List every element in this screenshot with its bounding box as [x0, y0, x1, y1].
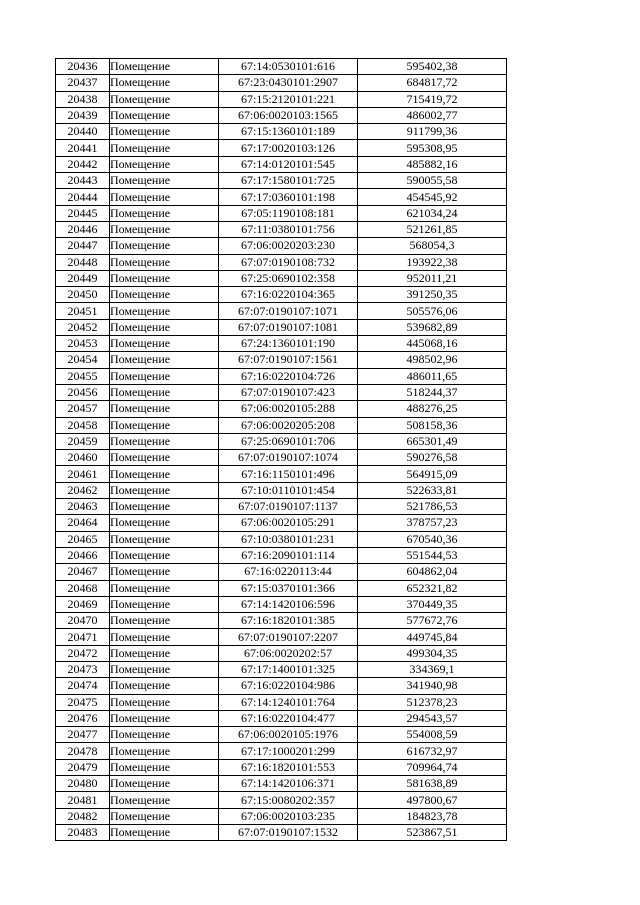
cadastral-number-cell: 67:11:0380101:756: [219, 221, 358, 237]
cadastral-value-cell: 391250,35: [358, 287, 507, 303]
object-type-cell: Помещение: [110, 352, 219, 368]
table-row: [56, 433, 507, 449]
cadastral-number-cell: 67:10:0380101:231: [219, 531, 358, 547]
cadastral-number-cell: 67:16:0220104:986: [219, 678, 358, 694]
cadastral-value-cell: 621034,24: [358, 205, 507, 221]
object-type-cell: Помещение: [110, 140, 219, 156]
row-number-cell: 20456: [56, 384, 110, 400]
table-row: [56, 384, 507, 400]
cadastral-value-cell: 454545,92: [358, 189, 507, 205]
cadastral-number-cell: 67:07:0190107:1137: [219, 499, 358, 515]
cadastral-number-cell: 67:17:0020103:126: [219, 140, 358, 156]
row-number-cell: 20449: [56, 270, 110, 286]
cadastral-value-cell: 521786,53: [358, 499, 507, 515]
cadastral-value-cell: 554008,59: [358, 727, 507, 743]
object-type-cell: Помещение: [110, 75, 219, 91]
row-number-cell: 20464: [56, 515, 110, 531]
cadastral-value-cell: 522633,81: [358, 482, 507, 498]
object-type-cell: Помещение: [110, 173, 219, 189]
row-number-cell: 20441: [56, 140, 110, 156]
table-row: [56, 173, 507, 189]
row-number-cell: 20460: [56, 450, 110, 466]
row-number-cell: 20448: [56, 254, 110, 270]
cadastral-value-cell: 709964,74: [358, 759, 507, 775]
row-number-cell: 20466: [56, 547, 110, 563]
cadastral-number-cell: 67:14:0120101:545: [219, 156, 358, 172]
cadastral-number-cell: 67:07:0190107:1532: [219, 824, 358, 840]
table-row: [56, 303, 507, 319]
table-row: [56, 759, 507, 775]
object-type-cell: Помещение: [110, 270, 219, 286]
object-type-cell: Помещение: [110, 531, 219, 547]
cadastral-number-cell: 67:06:0020203:230: [219, 238, 358, 254]
cadastral-value-cell: 341940,98: [358, 678, 507, 694]
cadastral-value-cell: 952011,21: [358, 270, 507, 286]
cadastral-value-cell: 184823,78: [358, 808, 507, 824]
cadastral-value-cell: 595402,38: [358, 59, 507, 75]
object-type-cell: Помещение: [110, 156, 219, 172]
table-row: [56, 254, 507, 270]
cadastral-number-cell: 67:07:0190107:1081: [219, 319, 358, 335]
cadastral-value-cell: 497800,67: [358, 792, 507, 808]
object-type-cell: Помещение: [110, 124, 219, 140]
object-type-cell: Помещение: [110, 776, 219, 792]
cadastral-number-cell: 67:07:0190107:423: [219, 384, 358, 400]
row-number-cell: 20482: [56, 808, 110, 824]
table-row: [56, 661, 507, 677]
row-number-cell: 20447: [56, 238, 110, 254]
cadastral-value-cell: 616732,97: [358, 743, 507, 759]
row-number-cell: 20468: [56, 580, 110, 596]
cadastral-value-cell: 715419,72: [358, 91, 507, 107]
cadastral-value-cell: 485882,16: [358, 156, 507, 172]
cadastral-value-cell: 445068,16: [358, 336, 507, 352]
object-type-cell: Помещение: [110, 710, 219, 726]
cadastral-number-cell: 67:06:0020205:208: [219, 417, 358, 433]
cadastral-value-cell: 523867,51: [358, 824, 507, 840]
cadastral-value-cell: 590055,58: [358, 173, 507, 189]
object-type-cell: Помещение: [110, 303, 219, 319]
object-type-cell: Помещение: [110, 564, 219, 580]
cadastral-number-cell: 67:17:1000201:299: [219, 743, 358, 759]
table-row: [56, 580, 507, 596]
row-number-cell: 20455: [56, 368, 110, 384]
cadastral-value-cell: 581638,89: [358, 776, 507, 792]
row-number-cell: 20478: [56, 743, 110, 759]
row-number-cell: 20459: [56, 433, 110, 449]
object-type-cell: Помещение: [110, 319, 219, 335]
cadastral-number-cell: 67:07:0190108:732: [219, 254, 358, 270]
row-number-cell: 20483: [56, 824, 110, 840]
row-number-cell: 20467: [56, 564, 110, 580]
row-number-cell: 20444: [56, 189, 110, 205]
cadastral-value-cell: 486011,65: [358, 368, 507, 384]
row-number-cell: 20457: [56, 401, 110, 417]
row-number-cell: 20469: [56, 596, 110, 612]
row-number-cell: 20477: [56, 727, 110, 743]
table-row: [56, 694, 507, 710]
row-number-cell: 20452: [56, 319, 110, 335]
cadastral-value-cell: 449745,84: [358, 629, 507, 645]
table-row: [56, 531, 507, 547]
row-number-cell: 20476: [56, 710, 110, 726]
cadastral-value-cell: 505576,06: [358, 303, 507, 319]
cadastral-number-cell: 67:15:1360101:189: [219, 124, 358, 140]
cadastral-number-cell: 67:16:0220104:477: [219, 710, 358, 726]
cadastral-value-cell: 595308,95: [358, 140, 507, 156]
object-type-cell: Помещение: [110, 287, 219, 303]
cadastral-number-cell: 67:07:0190107:2207: [219, 629, 358, 645]
cadastral-number-cell: 67:10:0110101:454: [219, 482, 358, 498]
object-type-cell: Помещение: [110, 221, 219, 237]
object-type-cell: Помещение: [110, 107, 219, 123]
table-row: [56, 629, 507, 645]
cadastral-number-cell: 67:06:0020105:1976: [219, 727, 358, 743]
object-type-cell: Помещение: [110, 580, 219, 596]
object-type-cell: Помещение: [110, 824, 219, 840]
object-type-cell: Помещение: [110, 466, 219, 482]
table-row: [56, 645, 507, 661]
cadastral-value-cell: 577672,76: [358, 613, 507, 629]
table-body: [56, 59, 507, 841]
cadastral-number-cell: 67:05:1190108:181: [219, 205, 358, 221]
row-number-cell: 20454: [56, 352, 110, 368]
object-type-cell: Помещение: [110, 205, 219, 221]
cadastral-number-cell: 67:06:0020103:235: [219, 808, 358, 824]
object-type-cell: Помещение: [110, 629, 219, 645]
object-type-cell: Помещение: [110, 401, 219, 417]
object-type-cell: Помещение: [110, 613, 219, 629]
table-row: [56, 792, 507, 808]
cadastral-value-cell: 670540,36: [358, 531, 507, 547]
object-type-cell: Помещение: [110, 336, 219, 352]
cadastral-value-cell: 378757,23: [358, 515, 507, 531]
object-type-cell: Помещение: [110, 596, 219, 612]
table-row: [56, 547, 507, 563]
row-number-cell: 20438: [56, 91, 110, 107]
row-number-cell: 20473: [56, 661, 110, 677]
row-number-cell: 20480: [56, 776, 110, 792]
table-row: [56, 596, 507, 612]
row-number-cell: 20450: [56, 287, 110, 303]
object-type-cell: Помещение: [110, 727, 219, 743]
cadastral-number-cell: 67:07:0190107:1561: [219, 352, 358, 368]
table-row: [56, 401, 507, 417]
object-type-cell: Помещение: [110, 499, 219, 515]
cadastral-value-cell: 551544,53: [358, 547, 507, 563]
row-number-cell: 20440: [56, 124, 110, 140]
object-type-cell: Помещение: [110, 759, 219, 775]
cadastral-number-cell: 67:15:0370101:366: [219, 580, 358, 596]
cadastral-value-cell: 370449,35: [358, 596, 507, 612]
table-row: [56, 75, 507, 91]
cadastral-value-cell: 498502,96: [358, 352, 507, 368]
row-number-cell: 20436: [56, 59, 110, 75]
object-type-cell: Помещение: [110, 645, 219, 661]
object-type-cell: Помещение: [110, 661, 219, 677]
row-number-cell: 20463: [56, 499, 110, 515]
cadastral-number-cell: 67:25:0690101:706: [219, 433, 358, 449]
cadastral-value-cell: 604862,04: [358, 564, 507, 580]
cadastral-number-cell: 67:16:1820101:553: [219, 759, 358, 775]
cadastral-value-cell: 512378,23: [358, 694, 507, 710]
row-number-cell: 20471: [56, 629, 110, 645]
cadastral-number-cell: 67:16:0220113:44: [219, 564, 358, 580]
cadastral-value-cell: 539682,89: [358, 319, 507, 335]
cadastral-number-cell: 67:14:1420106:371: [219, 776, 358, 792]
cadastral-value-cell: 590276,58: [358, 450, 507, 466]
cadastral-value-cell: 499304,35: [358, 645, 507, 661]
table-row: [56, 336, 507, 352]
table-row: [56, 710, 507, 726]
table-row: [56, 776, 507, 792]
row-number-cell: 20445: [56, 205, 110, 221]
object-type-cell: Помещение: [110, 254, 219, 270]
row-number-cell: 20479: [56, 759, 110, 775]
cadastral-number-cell: 67:16:1150101:496: [219, 466, 358, 482]
object-type-cell: Помещение: [110, 743, 219, 759]
cadastral-number-cell: 67:06:0020105:288: [219, 401, 358, 417]
cadastral-value-table: [55, 58, 507, 841]
table-row: [56, 368, 507, 384]
object-type-cell: Помещение: [110, 417, 219, 433]
row-number-cell: 20446: [56, 221, 110, 237]
table-row: [56, 808, 507, 824]
table-row: [56, 287, 507, 303]
table-row: [56, 156, 507, 172]
table-row: [56, 727, 507, 743]
row-number-cell: 20472: [56, 645, 110, 661]
table-row: [56, 59, 507, 75]
table-row: [56, 270, 507, 286]
cadastral-number-cell: 67:17:0360101:198: [219, 189, 358, 205]
row-number-cell: 20462: [56, 482, 110, 498]
table-row: [56, 91, 507, 107]
table-row: [56, 221, 507, 237]
object-type-cell: Помещение: [110, 792, 219, 808]
cadastral-value-cell: 521261,85: [358, 221, 507, 237]
cadastral-value-cell: 508158,36: [358, 417, 507, 433]
cadastral-number-cell: 67:06:0020105:291: [219, 515, 358, 531]
cadastral-value-cell: 518244,37: [358, 384, 507, 400]
cadastral-number-cell: 67:06:0020103:1565: [219, 107, 358, 123]
object-type-cell: Помещение: [110, 368, 219, 384]
cadastral-number-cell: 67:14:0530101:616: [219, 59, 358, 75]
table-row: [56, 189, 507, 205]
object-type-cell: Помещение: [110, 694, 219, 710]
cadastral-number-cell: 67:24:1360101:190: [219, 336, 358, 352]
row-number-cell: 20458: [56, 417, 110, 433]
cadastral-number-cell: 67:16:0220104:365: [219, 287, 358, 303]
cadastral-value-cell: 665301,49: [358, 433, 507, 449]
cadastral-value-cell: 193922,38: [358, 254, 507, 270]
row-number-cell: 20474: [56, 678, 110, 694]
row-number-cell: 20453: [56, 336, 110, 352]
table-row: [56, 743, 507, 759]
object-type-cell: Помещение: [110, 482, 219, 498]
table-row: [56, 140, 507, 156]
row-number-cell: 20443: [56, 173, 110, 189]
row-number-cell: 20451: [56, 303, 110, 319]
table-row: [56, 678, 507, 694]
cadastral-number-cell: 67:23:0430101:2907: [219, 75, 358, 91]
object-type-cell: Помещение: [110, 384, 219, 400]
table-row: [56, 482, 507, 498]
cadastral-number-cell: 67:14:1240101:764: [219, 694, 358, 710]
row-number-cell: 20481: [56, 792, 110, 808]
table-row: [56, 205, 507, 221]
table-row: [56, 499, 507, 515]
cadastral-number-cell: 67:25:0690102:358: [219, 270, 358, 286]
cadastral-value-cell: 568054,3: [358, 238, 507, 254]
table-row: [56, 564, 507, 580]
table-row: [56, 466, 507, 482]
table-row: [56, 238, 507, 254]
row-number-cell: 20437: [56, 75, 110, 91]
object-type-cell: Помещение: [110, 808, 219, 824]
cadastral-value-cell: 486002,77: [358, 107, 507, 123]
table-row: [56, 824, 507, 840]
cadastral-number-cell: 67:16:2090101:114: [219, 547, 358, 563]
row-number-cell: 20461: [56, 466, 110, 482]
row-number-cell: 20465: [56, 531, 110, 547]
cadastral-number-cell: 67:17:1400101:325: [219, 661, 358, 677]
cadastral-number-cell: 67:17:1580101:725: [219, 173, 358, 189]
object-type-cell: Помещение: [110, 59, 219, 75]
table-row: [56, 450, 507, 466]
cadastral-value-cell: 684817,72: [358, 75, 507, 91]
cadastral-number-cell: 67:06:0020202:57: [219, 645, 358, 661]
object-type-cell: Помещение: [110, 189, 219, 205]
row-number-cell: 20439: [56, 107, 110, 123]
cadastral-number-cell: 67:07:0190107:1074: [219, 450, 358, 466]
object-type-cell: Помещение: [110, 547, 219, 563]
row-number-cell: 20470: [56, 613, 110, 629]
cadastral-number-cell: 67:15:2120101:221: [219, 91, 358, 107]
cadastral-number-cell: 67:16:1820101:385: [219, 613, 358, 629]
cadastral-value-cell: 652321,82: [358, 580, 507, 596]
object-type-cell: Помещение: [110, 433, 219, 449]
cadastral-value-cell: 294543,57: [358, 710, 507, 726]
object-type-cell: Помещение: [110, 678, 219, 694]
cadastral-value-cell: 488276,25: [358, 401, 507, 417]
table-row: [56, 515, 507, 531]
object-type-cell: Помещение: [110, 515, 219, 531]
cadastral-number-cell: 67:16:0220104:726: [219, 368, 358, 384]
cadastral-number-cell: 67:15:0080202:357: [219, 792, 358, 808]
cadastral-number-cell: 67:07:0190107:1071: [219, 303, 358, 319]
row-number-cell: 20442: [56, 156, 110, 172]
table-row: [56, 107, 507, 123]
table-row: [56, 352, 507, 368]
object-type-cell: Помещение: [110, 238, 219, 254]
cadastral-number-cell: 67:14:1420106:596: [219, 596, 358, 612]
cadastral-value-cell: 564915,09: [358, 466, 507, 482]
table-row: [56, 124, 507, 140]
cadastral-value-cell: 334369,1: [358, 661, 507, 677]
cadastral-value-cell: 911799,36: [358, 124, 507, 140]
object-type-cell: Помещение: [110, 91, 219, 107]
row-number-cell: 20475: [56, 694, 110, 710]
table-row: [56, 319, 507, 335]
table-row: [56, 417, 507, 433]
table-row: [56, 613, 507, 629]
object-type-cell: Помещение: [110, 450, 219, 466]
